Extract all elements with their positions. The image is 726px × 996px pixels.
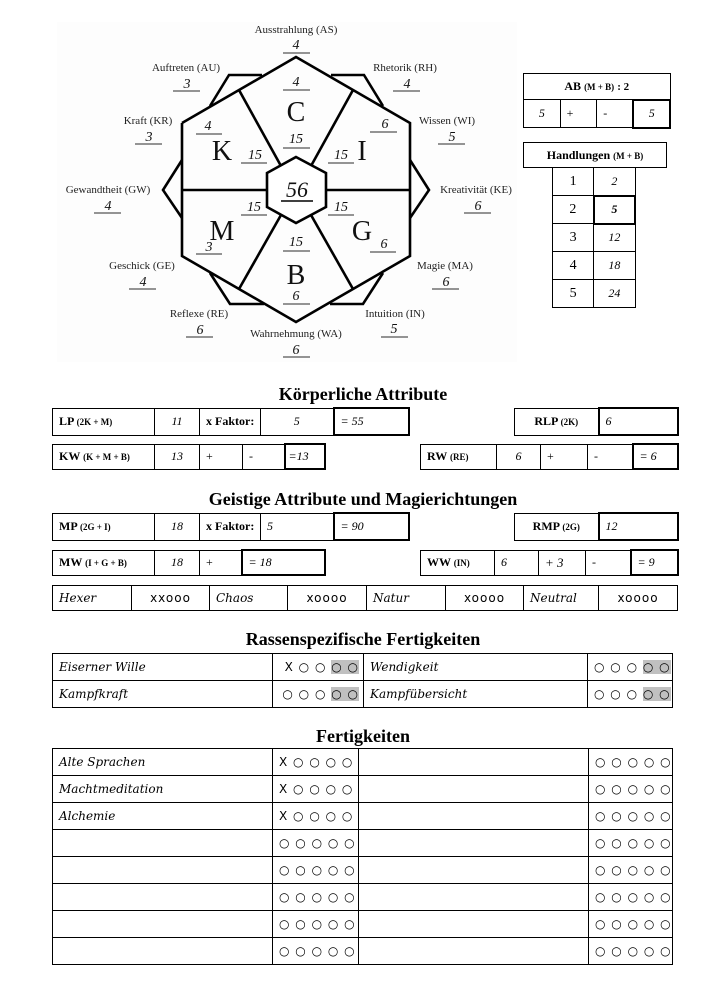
ww-row [420, 549, 679, 576]
spoke-lower-left [239, 215, 281, 289]
direction-hexer: Hexer [53, 586, 132, 611]
svg-text:4: 4 [139, 275, 147, 290]
core-letter-m: M [209, 216, 235, 247]
core-outer-g: 6 [380, 237, 388, 252]
fertigkeit-name-right[interactable] [359, 776, 589, 803]
core-outer-i: 6 [381, 117, 389, 132]
fertigkeit-marks-right[interactable]: ○ ○ ○ ○ ○ [589, 911, 673, 938]
core-outer-m: 3 [205, 240, 213, 255]
section-title-geistig: Geistige Attribute und Magierichtungen [208, 489, 518, 509]
lp-label: LP (2K + M) [53, 408, 155, 435]
fertigkeit-name-right[interactable] [359, 884, 589, 911]
svg-text:Wissen (WI): Wissen (WI) [418, 115, 476, 127]
rassen-table [52, 653, 673, 708]
rw-label: RW (RE) [421, 444, 497, 469]
rmp-label: RMP (2G) [515, 513, 599, 540]
fertigkeit-name-right[interactable] [359, 938, 589, 965]
svg-text:Intuition (IN): Intuition (IN) [365, 308, 425, 320]
rassen-skill-marks[interactable]: ○ ○ ○ ○ ○ [588, 681, 673, 708]
fertigkeit-marks-right[interactable]: ○ ○ ○ ○ ○ [589, 938, 673, 965]
handlungen-index: 2 [553, 196, 594, 224]
fertigkeit-row [53, 776, 673, 803]
rw-minus[interactable]: - [588, 444, 633, 469]
core-outer-b: 6 [292, 289, 300, 304]
kw-result[interactable]: =13 [285, 444, 325, 469]
handlungen-value[interactable]: 24 [594, 280, 635, 308]
fertigkeit-marks-right[interactable]: ○ ○ ○ ○ ○ [589, 830, 673, 857]
core-inner-c: 15 [289, 132, 303, 147]
mw-result[interactable]: = 18 [242, 550, 325, 575]
core-letter-k: K [211, 136, 233, 167]
direction-chaos-marks[interactable]: xoooo [288, 586, 367, 611]
fertigkeit-row [53, 857, 673, 884]
magic-directions [52, 585, 678, 611]
direction-neutral: Neutral [524, 586, 599, 611]
rassen-skill-marks[interactable]: X ○ ○ ○ ○ [273, 654, 364, 681]
ab-plus[interactable]: + [560, 100, 597, 128]
rlp-value[interactable]: 6 [599, 408, 678, 435]
mw-plus[interactable]: + [200, 550, 242, 575]
handlungen-title: Handlungen (M + B) [524, 143, 667, 168]
attr-reflexe [170, 308, 229, 338]
lp-value[interactable]: 11 [155, 408, 200, 435]
handlungen-row [553, 168, 636, 196]
ab-header: AB (M + B) : 2 [524, 74, 671, 100]
section-title-rassen: Rassenspezifische Fertigkeiten [245, 629, 481, 649]
lp-result[interactable]: = 55 [334, 408, 409, 435]
fertigkeit-marks[interactable]: X ○ ○ ○ ○ [273, 803, 359, 830]
fertigkeit-marks-right[interactable]: ○ ○ ○ ○ ○ [589, 803, 673, 830]
handlungen-row [553, 196, 636, 224]
kw-minus[interactable]: - [243, 444, 285, 469]
core-inner-m: 15 [247, 200, 261, 215]
wing-top-right [331, 75, 383, 106]
core-inner-b: 15 [289, 235, 303, 250]
direction-neutral-marks[interactable]: xoooo [599, 586, 678, 611]
core-outer-k: 4 [204, 119, 212, 134]
attr-auftreten [152, 62, 220, 92]
fertigkeit-name[interactable] [53, 911, 273, 938]
attr-kraft [124, 115, 173, 145]
handlungen-value[interactable]: 2 [594, 168, 635, 196]
ab-table [523, 73, 671, 129]
core-letter-g: G [351, 216, 373, 247]
kw-plus[interactable]: + [200, 444, 243, 469]
fertigkeit-name[interactable]: Alte Sprachen [53, 749, 273, 776]
fertigkeit-name-right[interactable] [359, 857, 589, 884]
handlungen-value[interactable]: 12 [594, 224, 635, 252]
core-inner-k: 15 [248, 148, 262, 163]
rmp-row [514, 512, 679, 541]
mp-factor-label: x Faktor: [200, 513, 261, 540]
ww-result[interactable]: = 9 [631, 550, 678, 575]
handlungen-header [523, 142, 667, 168]
fertigkeit-row [53, 884, 673, 911]
ab-result[interactable]: 5 [633, 100, 670, 128]
fertigkeit-marks[interactable]: X ○ ○ ○ ○ [273, 776, 359, 803]
svg-text:Wahrnehmung (WA): Wahrnehmung (WA) [250, 328, 342, 340]
fertigkeit-marks[interactable]: ○ ○ ○ ○ ○ [273, 830, 359, 857]
ww-value[interactable]: 6 [495, 550, 539, 575]
rw-result[interactable]: = 6 [633, 444, 678, 469]
svg-text:Magie (MA): Magie (MA) [417, 260, 473, 272]
ww-plus[interactable]: + 3 [539, 550, 586, 575]
svg-text:Auftreten (AU): Auftreten (AU) [151, 62, 221, 74]
rw-row [420, 443, 679, 470]
fertigkeit-name-right[interactable] [359, 830, 589, 857]
svg-text:4: 4 [104, 199, 112, 214]
fertigkeit-row [53, 803, 673, 830]
svg-text:6: 6 [442, 275, 450, 290]
svg-text:3: 3 [183, 77, 191, 92]
fertigkeit-name[interactable] [53, 857, 273, 884]
handlungen-index: 4 [553, 252, 594, 280]
fertigkeit-marks-right[interactable]: ○ ○ ○ ○ ○ [589, 749, 673, 776]
svg-text:Kraft (KR): Kraft (KR) [123, 115, 173, 127]
svg-text:6: 6 [196, 323, 204, 338]
rw-plus[interactable]: + [541, 444, 588, 469]
handlungen-row [553, 224, 636, 252]
svg-text:Gewandtheit (GW): Gewandtheit (GW) [65, 184, 151, 196]
svg-text:Kreativität (KE): Kreativität (KE) [440, 184, 512, 196]
svg-text:5: 5 [390, 322, 398, 337]
fertigkeit-name[interactable] [53, 938, 273, 965]
direction-natur-marks[interactable]: xoooo [446, 586, 524, 611]
handlungen-index: 1 [553, 168, 594, 196]
attr-intuition [365, 308, 425, 337]
mw-value[interactable]: 18 [155, 550, 200, 575]
rlp-row [514, 407, 679, 436]
center-total: 56 [286, 177, 308, 202]
fertigkeit-name-right[interactable] [359, 749, 589, 776]
rassen-row [53, 654, 673, 681]
fertigkeit-marks[interactable]: ○ ○ ○ ○ ○ [273, 884, 359, 911]
mp-row [52, 512, 410, 541]
fertigkeit-row [53, 749, 673, 776]
rassen-skill-marks[interactable]: ○ ○ ○ ○ ○ [273, 681, 364, 708]
mp-label: MP (2G + I) [53, 513, 155, 540]
attr-ausstrahlung [255, 24, 338, 53]
wing-right [410, 160, 429, 218]
kw-label: KW (K + M + B) [53, 444, 155, 469]
rlp-label: RLP (2K) [515, 408, 599, 435]
mw-label: MW (I + G + B) [53, 550, 155, 575]
lp-row [52, 407, 410, 436]
attr-kreativitaet [440, 184, 512, 214]
handlungen-table [552, 167, 636, 308]
rw-value[interactable]: 6 [497, 444, 541, 469]
fertigkeit-marks-right[interactable]: ○ ○ ○ ○ ○ [589, 776, 673, 803]
mp-result[interactable]: = 90 [334, 513, 409, 540]
svg-text:Reflexe (RE): Reflexe (RE) [169, 308, 229, 320]
svg-text:6: 6 [474, 199, 482, 214]
kw-value[interactable]: 13 [155, 444, 200, 469]
attr-gewandtheit [66, 184, 151, 214]
rassen-skill-name: Kampfübersicht [364, 681, 588, 708]
svg-text:4: 4 [403, 77, 411, 92]
ww-label: WW (IN) [421, 550, 495, 575]
lp-factor-label: x Faktor: [200, 408, 261, 435]
fertigkeit-name[interactable]: Machtmeditation [53, 776, 273, 803]
fertigkeit-marks[interactable]: ○ ○ ○ ○ ○ [273, 938, 359, 965]
handlungen-value-current[interactable]: 5 [594, 196, 635, 224]
svg-text:3: 3 [145, 130, 153, 145]
handlungen-row [553, 252, 636, 280]
fertigkeit-marks[interactable]: ○ ○ ○ ○ ○ [273, 857, 359, 884]
handlungen-row [553, 280, 636, 308]
attr-wahrnehmung [250, 328, 342, 358]
attr-geschick [109, 260, 175, 290]
direction-hexer-marks[interactable]: xxooo [132, 586, 210, 611]
handlungen-index: 3 [553, 224, 594, 252]
core-letter-i: I [357, 136, 367, 167]
core-outer-c: 4 [292, 75, 300, 90]
fertigkeit-marks-right[interactable]: ○ ○ ○ ○ ○ [589, 884, 673, 911]
handlungen-value[interactable]: 18 [594, 252, 635, 280]
rmp-value[interactable]: 12 [599, 513, 678, 540]
svg-text:6: 6 [292, 343, 300, 358]
fertigkeit-name[interactable] [53, 830, 273, 857]
rassen-skill-name: Wendigkeit [364, 654, 588, 681]
fertigkeit-name[interactable] [53, 884, 273, 911]
svg-text:4: 4 [292, 38, 300, 53]
core-inner-i: 15 [334, 148, 348, 163]
svg-text:5: 5 [448, 130, 456, 145]
core-letter-b: B [286, 260, 306, 291]
rassen-skill-marks[interactable]: ○ ○ ○ ○ ○ [588, 654, 673, 681]
section-title-koerperlich: Körperliche Attribute [278, 384, 448, 404]
attr-wissen [419, 115, 475, 145]
fertigkeit-name-right[interactable] [359, 803, 589, 830]
ab-minus[interactable]: - [597, 100, 634, 128]
fertigkeit-name[interactable]: Alchemie [53, 803, 273, 830]
spoke-lower-right [311, 215, 353, 289]
attr-rhetorik [373, 62, 437, 92]
mw-row [52, 549, 326, 576]
ww-minus[interactable]: - [586, 550, 631, 575]
fertigkeit-marks-right[interactable]: ○ ○ ○ ○ ○ [589, 857, 673, 884]
section-title-fertigkeiten: Fertigkeiten [316, 726, 410, 746]
fertigkeit-marks[interactable]: ○ ○ ○ ○ ○ [273, 911, 359, 938]
fertigkeit-name-right[interactable] [359, 911, 589, 938]
svg-text:Ausstrahlung (AS): Ausstrahlung (AS) [254, 24, 338, 36]
direction-natur: Natur [367, 586, 446, 611]
svg-text:Rhetorik (RH): Rhetorik (RH) [373, 62, 437, 74]
core-letter-c: C [286, 97, 306, 128]
handlungen-index: 5 [553, 280, 594, 308]
attr-magie [417, 260, 473, 290]
svg-text:Geschick (GE): Geschick (GE) [109, 260, 175, 272]
fertigkeit-row [53, 830, 673, 857]
fertigkeit-row [53, 911, 673, 938]
mp-factor[interactable]: 5 [261, 513, 334, 540]
rassen-skill-name: Kampfkraft [53, 681, 273, 708]
fertigkeit-row [53, 938, 673, 965]
core-inner-g: 15 [334, 200, 348, 215]
fertigkeiten-table [52, 748, 673, 965]
fertigkeit-marks[interactable]: X ○ ○ ○ ○ [273, 749, 359, 776]
rassen-skill-name: Eiserner Wille [53, 654, 273, 681]
mp-value[interactable]: 18 [155, 513, 200, 540]
direction-chaos: Chaos [210, 586, 288, 611]
kw-row [52, 443, 326, 470]
rassen-row [53, 681, 673, 708]
ab-base[interactable]: 5 [524, 100, 561, 128]
lp-factor[interactable]: 5 [261, 408, 334, 435]
wing-left [163, 160, 182, 218]
